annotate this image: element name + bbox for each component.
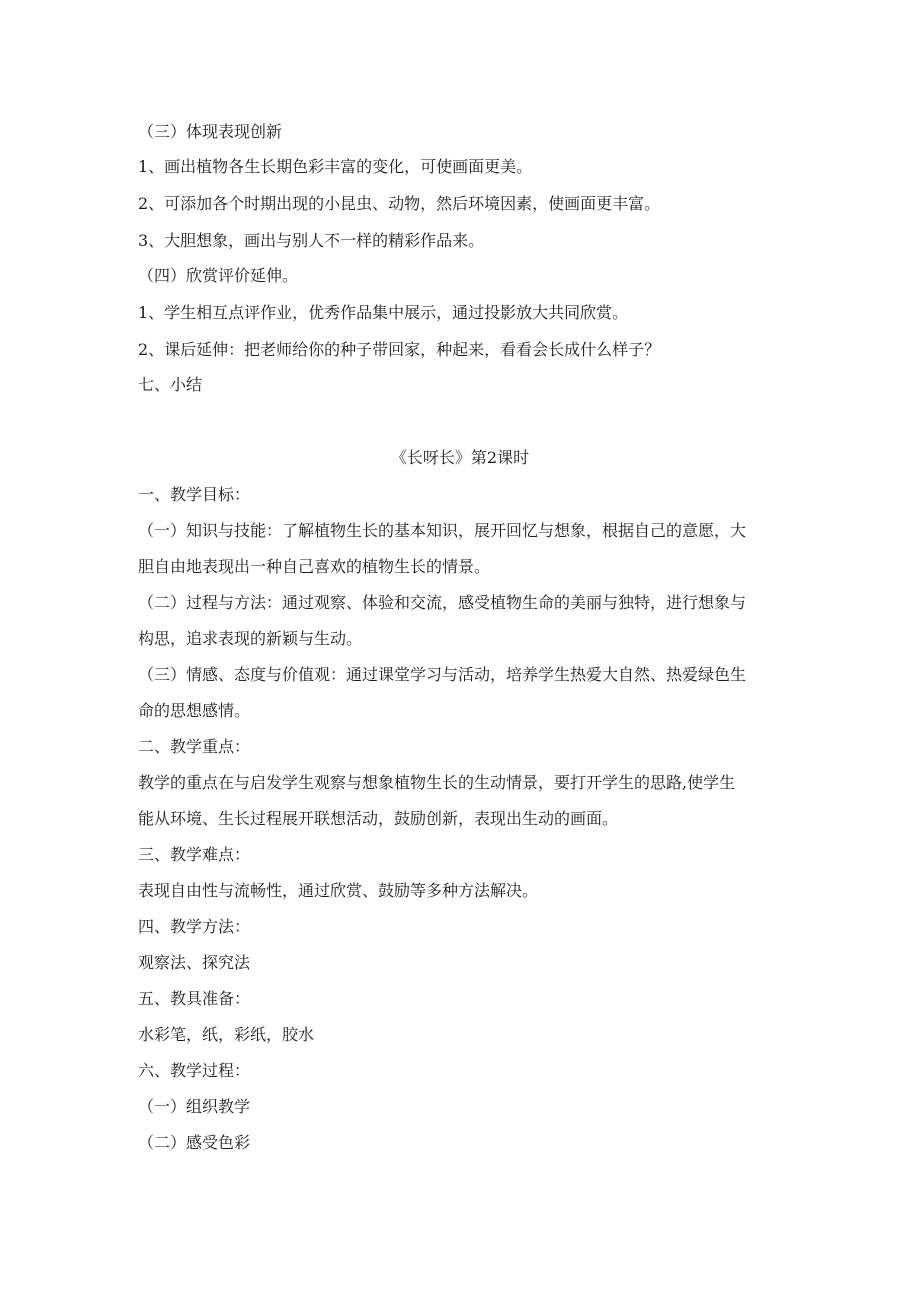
heading-three: （三）体现表现创新 [138, 122, 283, 141]
goal-1-line1: （一）知识与技能：了解植物生长的基本知识，展开回忆与想象，根据自己的意愿，大 [138, 521, 747, 540]
process-heading: 六、教学过程： [138, 1061, 251, 1080]
focus-heading: 二、教学重点： [138, 737, 251, 756]
goal-2-line1: （二）过程与方法：通过观察、体验和交流，感受植物生命的美丽与独特，进行想象与 [138, 593, 747, 612]
focus-line1: 教学的重点在与启发学生观察与想象植物生长的生动情景，要打开学生的思路,使学生 [138, 773, 736, 792]
method-heading: 四、教学方法： [138, 917, 251, 936]
eval-1: 1、学生相互点评作业，优秀作品集中展示，通过投影放大共同欣赏。 [138, 303, 629, 322]
difficulty-heading: 三、教学难点： [138, 845, 251, 864]
method-text: 观察法、探究法 [138, 953, 251, 972]
process-2: （二）感受色彩 [138, 1133, 251, 1152]
summary: 七、小结 [138, 375, 203, 394]
goal-3-line2: 命的思想感情。 [138, 701, 251, 720]
goal-2-line2: 构思，追求表现的新颖与生动。 [138, 629, 363, 648]
tools-text: 水彩笔，纸，彩纸，胶水 [138, 1025, 315, 1044]
goal-1-line2: 胆自由地表现出一种自己喜欢的植物生长的情景。 [138, 557, 491, 576]
difficulty-text: 表现自由性与流畅性，通过欣赏、鼓励等多种方法解决。 [138, 881, 539, 900]
item-2: 2、可添加各个时期出现的小昆虫、动物，然后环境因素，使画面更丰富。 [138, 194, 661, 213]
tools-heading: 五、教具准备： [138, 989, 251, 1008]
heading-four: （四）欣赏评价延伸。 [138, 266, 299, 285]
item-3: 3、大胆想象，画出与别人不一样的精彩作品来。 [138, 231, 485, 250]
goal-3-line1: （三）情感、态度与价值观：通过课堂学习与活动，培养学生热爱大自然、热爱绿色生 [138, 665, 747, 684]
item-1: 1、画出植物各生长期色彩丰富的变化，可使画面更美。 [138, 157, 533, 176]
focus-line2: 能从环境、生长过程展开联想活动，鼓励创新，表现出生动的画面。 [138, 809, 619, 828]
process-1: （一）组织教学 [138, 1097, 251, 1116]
eval-2: 2、课后延伸：把老师给你的种子带回家，种起来，看看会长成什么样子？ [138, 340, 661, 359]
lesson-title: 《长呀长》第2课时 [390, 448, 530, 467]
goals-heading: 一、教学目标： [138, 485, 251, 504]
